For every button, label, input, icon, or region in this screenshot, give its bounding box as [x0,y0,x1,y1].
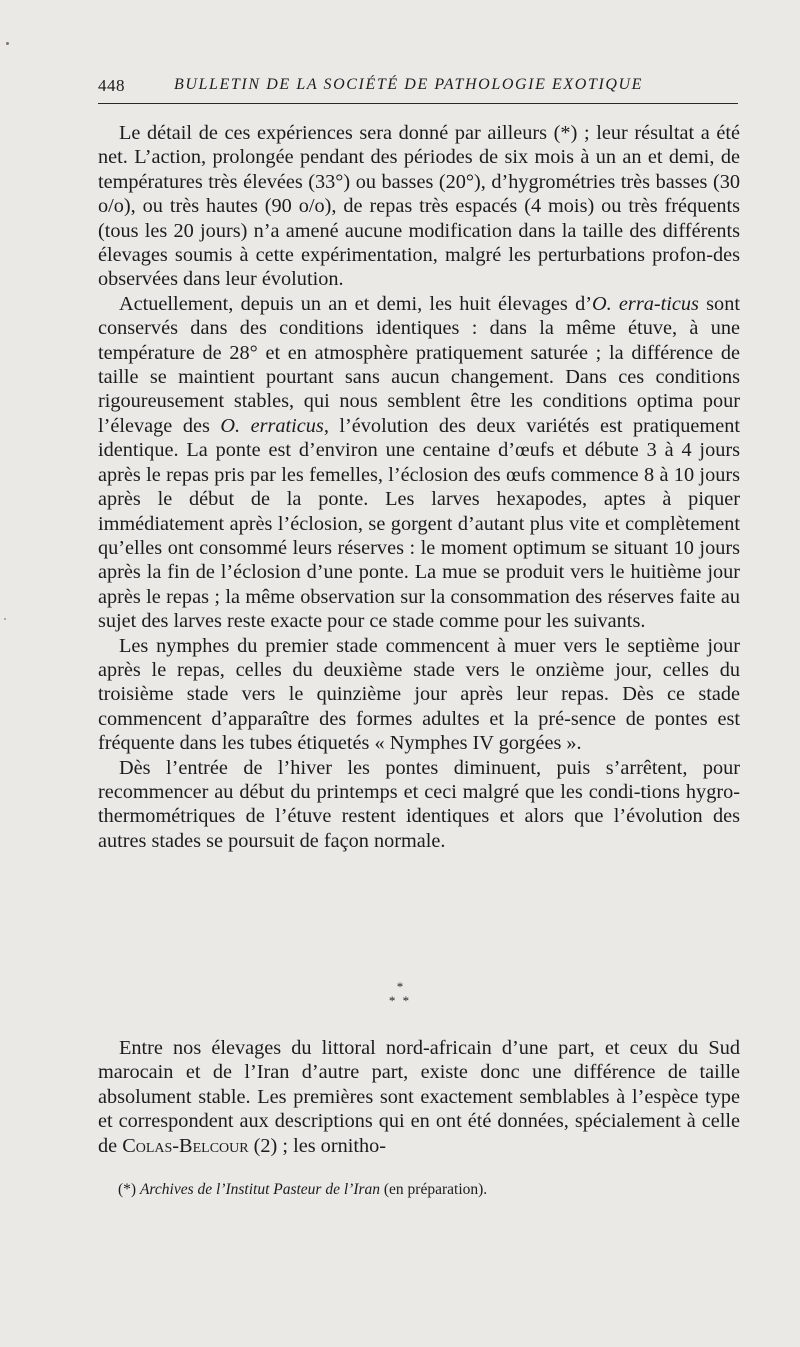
author-name: Colas-Belcour [122,1134,249,1157]
body-paragraph [98,756,740,854]
footnote-citation: Archives de l’Institut Pasteur de l’Iran [139,1181,381,1198]
section-two-text-after: (2) ; les ornitho- [248,1134,387,1157]
paragraph-text: , l’évolution des deux variétés est pratiquement identique. La ponte est d’environ une centaine d’œufs et débute 3 à 4 jours après le repas pris par les femelles, l’éclosion des œufs commence 8 à 10 jours après le début de la ponte. Les larves hexapodes, aptes à piquer immédiatement après l’éclosion, se gorgent d’autant plus vite et complètement qu’elles ont consommé leurs réserves : le moment optimum se situant 10 jours après la fin de l’éclosion d’une ponte. La mue se produit vers le huitième jour après le repas ; la même observation sur la consommation des réserves faite au sujet des larves reste exacte pour ce stade comme pour les suivants. [98,414,740,633]
journal-title: BULLETIN DE LA SOCIÉTÉ DE PATHOLOGIE EXOTIQUE [174,76,644,93]
paragraph-text: Le détail de ces expériences sera donné par ailleurs (*) ; leur résultat a été net. L’action, prolongée pendant des périodes de six mois à un an et demi, de températures très élevées (33°) ou basses (20°), d’hygrométries très basses (30 o/o), ou très hautes (90 o/o), de repas très espacés (4 mois) ou très fréquents (tous les 20 jours) n’a amené aucune modification dans la taille des différents élevages soumis à cette expérimentation, malgré les perturbations profon-des observées dans leur évolution. [98,122,740,291]
body-paragraph [98,634,740,756]
species-name: O. erraticus [220,414,324,437]
section-two [98,1036,740,1158]
body-paragraph [98,121,740,292]
paragraph-text: Dès l’entrée de l’hiver les pontes diminuent, puis s’arrêtent, pour recommencer au début du printemps et ceci malgré que les condi-tions hygro-thermométriques de l’étuve restent identiques et alors que l’évolution des autres stades se poursuit de façon normale. [98,756,740,852]
running-head [98,76,738,100]
body-text [98,121,740,853]
section-two-text-before: Entre nos élevages du littoral nord-africain d’une part, et ceux du Sud marocain et de l’Iran d’autre part, existe donc une différence de taille absolument stable. Les premières sont exactement semblables à l’espèce type et correspondent aux descriptions qui en ont été données, spécialement à celle de [98,1037,740,1157]
margin-speck [6,42,9,45]
separator-bottom-stars: * * [388,993,412,1008]
species-name: O. erra-ticus [591,292,699,315]
footnote-marker: (*) [118,1181,137,1198]
section-separator [370,980,430,1008]
paragraph-text: Les nymphes du premier stade commencent à muer vers le septième jour après le repas, celles du deuxième stade vers le onzième jour, celles du troisième stade vers le quinzième jour après leur repas. Dès ce stade commencent d’apparaître des formes adultes et la pré-sence de pontes est fréquente dans les tubes étiquetés « Nymphes IV gorgées ». [98,634,740,755]
body-paragraph [98,292,740,634]
margin-speck [4,618,6,620]
footnote-note: (en préparation). [383,1181,488,1198]
footnote [118,1180,738,1200]
page-number: 448 [98,76,125,95]
paragraph-text: sont conservés dans des conditions identiques : dans la même étuve, à une température de 28° et en atmosphère pratiquement saturée ; la différence de taille se maintient pourtant sans aucun changement. Dans ces conditions rigoureusement stables, qui nous semblent être les conditions optima pour l’élevage des [98,292,740,437]
separator-top-star: * [396,979,404,994]
section-two-paragraph [98,1036,740,1158]
paragraph-text: Actuellement, depuis un an et demi, les huit élevages d’ [119,292,592,315]
header-rule [98,103,738,104]
